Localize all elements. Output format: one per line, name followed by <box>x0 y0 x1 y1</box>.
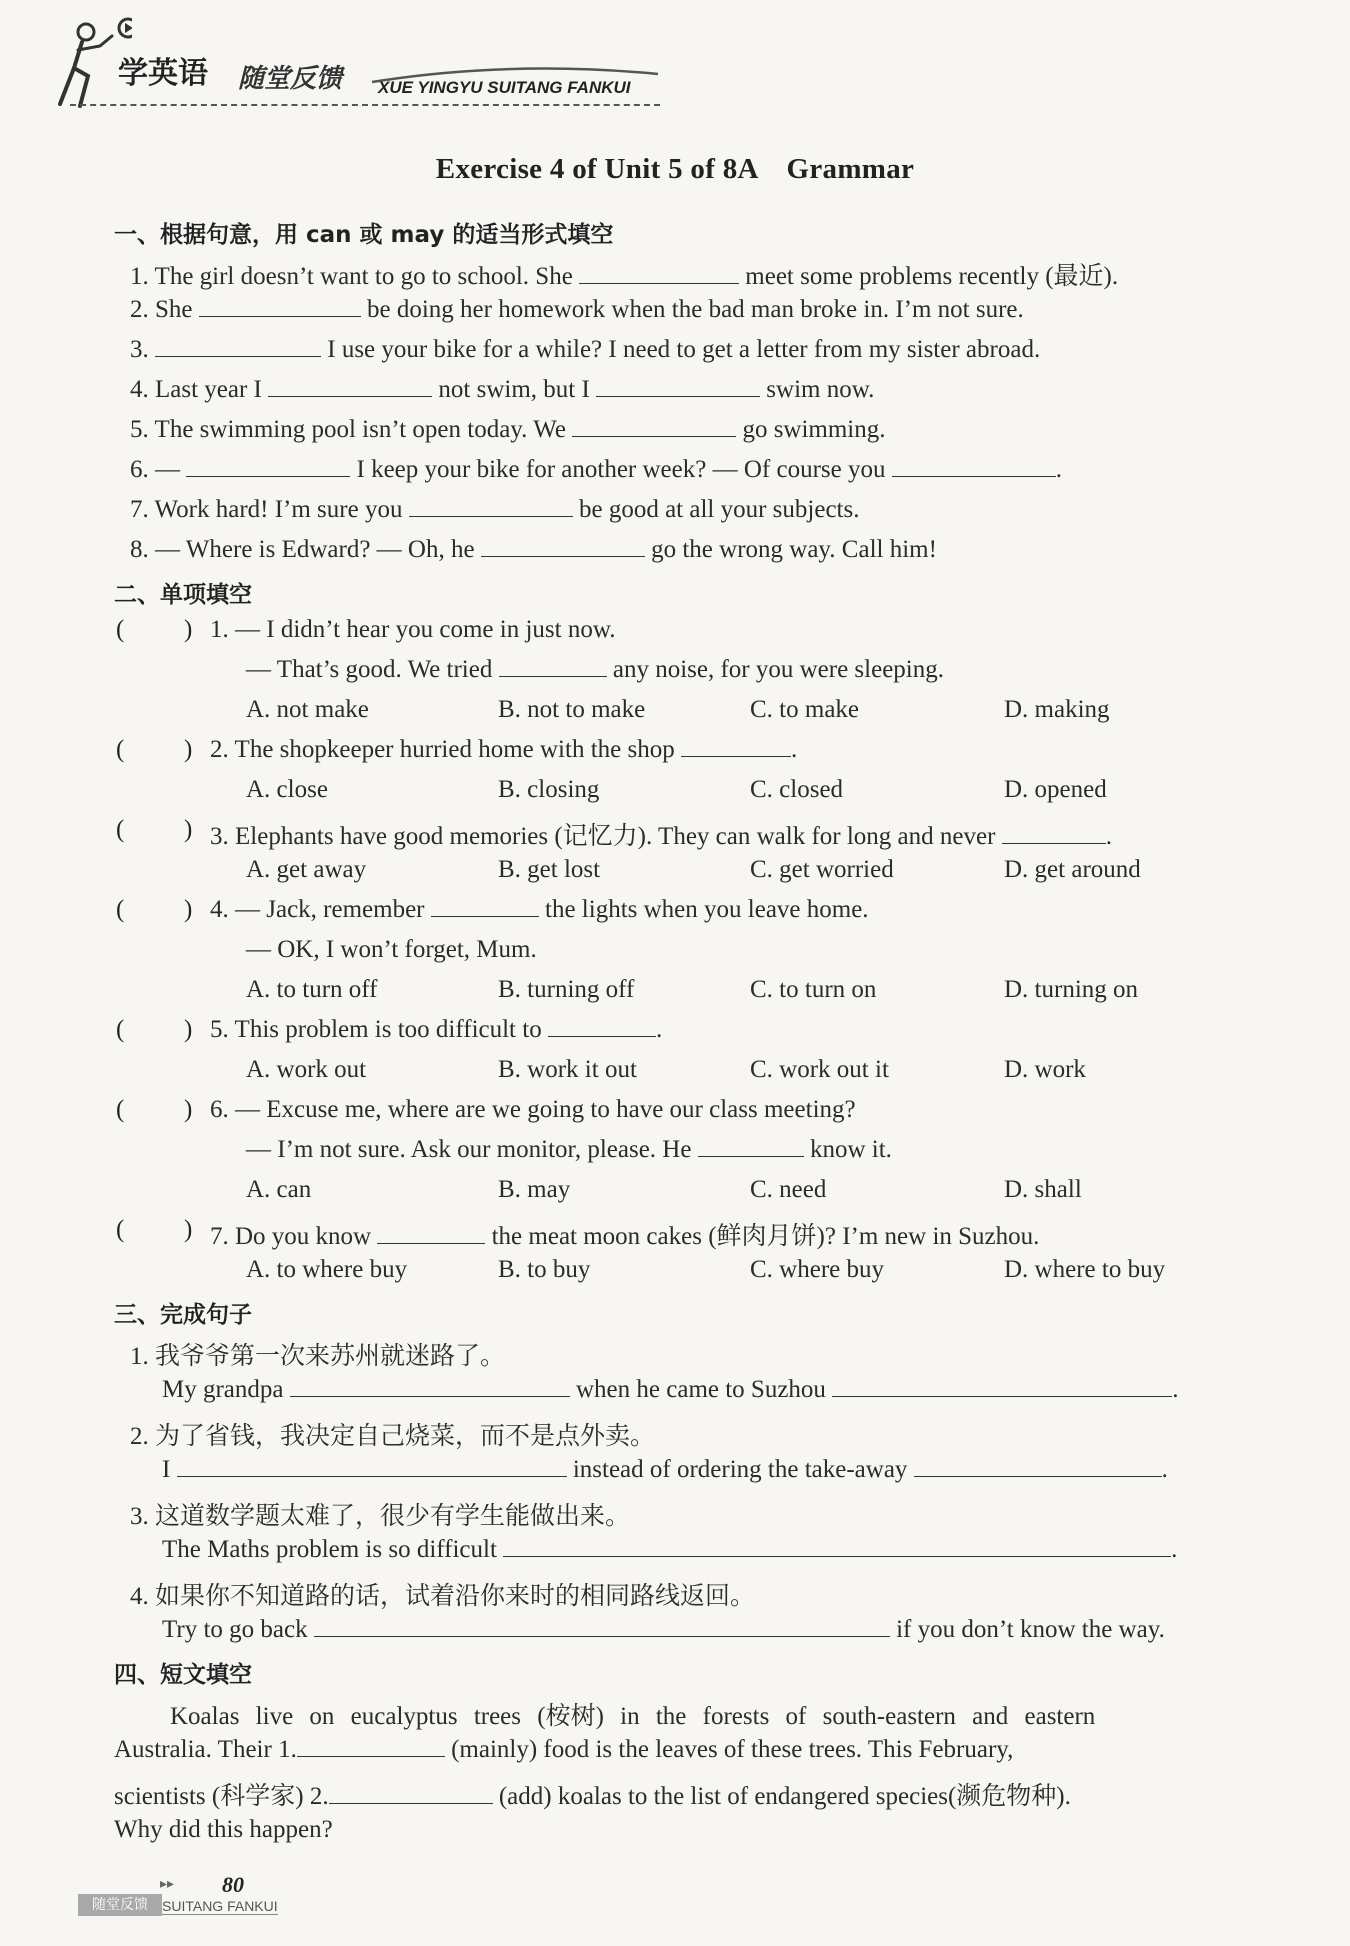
answer-paren-open: ( <box>116 1216 125 1243</box>
mc-q7-option-d[interactable]: D. where to buy <box>1004 1256 1166 1283</box>
mc-q5-stem: 5. This problem is too difficult to . <box>210 1016 663 1043</box>
mc-q4-option-b[interactable]: B. turning off <box>498 976 635 1003</box>
answer-blank[interactable] <box>832 1376 1172 1397</box>
answer-blank[interactable] <box>409 496 573 517</box>
s1-item-7: 7. Work hard! I’m sure you be good at all your subjects. <box>130 496 860 523</box>
header-logo-en: XUE YINGYU SUITANG FANKUI <box>378 78 631 97</box>
answer-paren-open: ( <box>116 896 125 923</box>
mc-q4-line2: — OK, I won’t forget, Mum. <box>246 936 537 963</box>
header-logo-sub: 随堂反馈 <box>238 64 343 94</box>
mc-q1-line2: — That’s good. We tried any noise, for you were sleeping. <box>246 656 944 683</box>
mc-q6-stem: 6. — Excuse me, where are we going to have our class meeting? <box>210 1096 856 1123</box>
answer-paren-open: ( <box>116 1016 125 1043</box>
answer-blank[interactable] <box>268 376 432 397</box>
answer-blank[interactable] <box>503 1536 1171 1557</box>
answer-blank[interactable] <box>155 336 321 357</box>
blank-number-2: 2. <box>309 1783 329 1810</box>
answer-blank[interactable] <box>314 1616 890 1637</box>
section1-heading: 一、根据句意，用 can 或 may 的适当形式填空 <box>114 222 614 248</box>
s1-item-8: 8. — Where is Edward? — Oh, he go the wrong way. Call him! <box>130 536 937 563</box>
s3-item-3-cn: 3. 这道数学题太难了，很少有学生能做出来。 <box>130 1503 631 1530</box>
mc-q1-stem: 1. — I didn’t hear you come in just now. <box>210 616 616 643</box>
answer-blank[interactable] <box>698 1136 804 1157</box>
s1-item-6: 6. — I keep your bike for another week? — Of course you . <box>130 456 1062 483</box>
mc-q7-option-b[interactable]: B. to buy <box>498 1256 591 1283</box>
footer-tag-en: SUITANG FANKUI <box>162 1898 278 1914</box>
mc-q2-option-a[interactable]: A. close <box>246 776 328 803</box>
answer-blank[interactable] <box>596 376 760 397</box>
answer-blank[interactable] <box>377 1223 485 1244</box>
answer-blank[interactable] <box>1002 823 1106 844</box>
s3-item-4-cn: 4. 如果你不知道路的话，试着沿你来时的相同路线返回。 <box>130 1583 756 1610</box>
answer-blank[interactable] <box>572 416 736 437</box>
mc-q6-option-a[interactable]: A. can <box>246 1176 312 1203</box>
mc-q3-option-d[interactable]: D. get around <box>1004 856 1141 883</box>
answer-paren-close: ) <box>184 896 193 923</box>
answer-blank[interactable] <box>481 536 645 557</box>
s1-item-4: 4. Last year I not swim, but I swim now. <box>130 376 875 403</box>
mc-q1-option-d[interactable]: D. making <box>1004 696 1110 723</box>
answer-paren-open: ( <box>116 616 125 643</box>
blank-number-1: 1. <box>278 1736 297 1763</box>
mc-q2-stem: 2. The shopkeeper hurried home with the shop . <box>210 736 798 763</box>
mc-q7-option-a[interactable]: A. to where buy <box>246 1256 408 1283</box>
answer-blank[interactable] <box>199 296 361 317</box>
answer-blank[interactable] <box>297 1736 445 1757</box>
mc-q2-option-b[interactable]: B. closing <box>498 776 600 803</box>
answer-blank[interactable] <box>914 1456 1162 1477</box>
mc-q5-option-b[interactable]: B. work it out <box>498 1056 637 1083</box>
s3-item-1-cn: 1. 我爷爷第一次来苏州就迷路了。 <box>130 1343 506 1370</box>
mc-q5-option-a[interactable]: A. work out <box>246 1056 367 1083</box>
answer-paren-close: ) <box>184 1016 193 1043</box>
mc-q2-option-d[interactable]: D. opened <box>1004 776 1107 803</box>
mc-q6-option-b[interactable]: B. may <box>498 1176 571 1203</box>
mc-q3-option-c[interactable]: C. get worried <box>750 856 894 883</box>
s3-item-3: The Maths problem is so difficult . <box>162 1536 1178 1563</box>
answer-paren-open: ( <box>116 736 125 763</box>
answer-paren-close: ) <box>184 736 193 763</box>
header-divider <box>70 104 660 106</box>
mc-q6-option-c[interactable]: C. need <box>750 1176 827 1203</box>
s1-item-5: 5. The swimming pool isn’t open today. We go swimming. <box>130 416 886 443</box>
s1-item-1: 1. The girl doesn’t want to go to school. She meet some problems recently (最近). <box>130 263 1119 290</box>
mc-q1-option-c[interactable]: C. to make <box>750 696 860 723</box>
s1-item-2: 2. She be doing her homework when the bad man broke in. I’m not sure. <box>130 296 1024 323</box>
s3-item-1: My grandpa when he came to Suzhou . <box>162 1376 1179 1403</box>
answer-paren-open: ( <box>116 816 125 843</box>
s3-item-2: I instead of ordering the take-away . <box>162 1456 1168 1483</box>
mc-q7-option-c[interactable]: C. where buy <box>750 1256 884 1283</box>
answer-blank[interactable] <box>548 1016 656 1037</box>
mc-q6-line2: — I’m not sure. Ask our monitor, please. He know it. <box>246 1136 892 1163</box>
footer-arrows-icon: ▸▸ <box>160 1876 175 1892</box>
answer-blank[interactable] <box>177 1456 567 1477</box>
passage-line-3: scientists (科学家) 2. (add) koalas to the list of endangered species(濒危物种). <box>114 1783 1071 1810</box>
answer-paren-close: ) <box>184 1216 193 1243</box>
answer-paren-close: ) <box>184 816 193 843</box>
passage-line-2: Australia. Their 1. (mainly) food is the leaves of these trees. This February, <box>114 1736 1014 1763</box>
mc-q6-option-d[interactable]: D. shall <box>1004 1176 1082 1203</box>
answer-blank[interactable] <box>892 456 1056 477</box>
mc-q1-option-b[interactable]: B. not to make <box>498 696 646 723</box>
mc-q5-option-d[interactable]: D. work <box>1004 1056 1086 1083</box>
mc-q2-option-c[interactable]: C. closed <box>750 776 844 803</box>
answer-paren-open: ( <box>116 1096 125 1123</box>
mc-q3-stem: 3. Elephants have good memories (记忆力). They can walk for long and never . <box>210 823 1112 850</box>
answer-blank[interactable] <box>186 456 350 477</box>
mc-q1-option-a[interactable]: A. not make <box>246 696 369 723</box>
passage-line-4: Why did this happen? <box>114 1816 333 1843</box>
page-number: 80 <box>222 1872 244 1897</box>
mc-q4-option-a[interactable]: A. to turn off <box>246 976 378 1003</box>
mc-q4-stem: 4. — Jack, remember the lights when you leave home. <box>210 896 869 923</box>
answer-blank[interactable] <box>290 1376 570 1397</box>
page-title: Exercise 4 of Unit 5 of 8A Grammar <box>435 153 915 185</box>
s3-item-4: Try to go back if you don’t know the way. <box>162 1616 1165 1643</box>
mc-q3-option-a[interactable]: A. get away <box>246 856 367 883</box>
answer-blank[interactable] <box>579 263 739 284</box>
section2-heading: 二、单项填空 <box>114 582 252 608</box>
answer-paren-close: ) <box>184 1096 193 1123</box>
s1-item-3: 3. I use your bike for a while? I need to get a letter from my sister abroad. <box>130 336 1041 363</box>
mc-q7-stem: 7. Do you know the meat moon cakes (鲜肉月饼)? I’m new in Suzhou. <box>210 1223 1040 1250</box>
mc-q5-option-c[interactable]: C. work out it <box>750 1056 889 1083</box>
s3-item-2-cn: 2. 为了省钱，我决定自己烧菜，而不是点外卖。 <box>130 1423 656 1450</box>
answer-blank[interactable] <box>431 896 539 917</box>
mc-q3-option-b[interactable]: B. get lost <box>498 856 601 883</box>
passage-line-1: Koalas live on eucalyptus trees (桉树) in the forests of south-eastern and eastern <box>170 1703 1096 1730</box>
section3-heading: 三、完成句子 <box>114 1302 252 1328</box>
header-logo-text: 学英语 <box>118 56 208 91</box>
answer-blank[interactable] <box>499 656 607 677</box>
footer-tag: 随堂反馈 <box>78 1894 162 1916</box>
answer-blank[interactable] <box>681 736 791 757</box>
mc-q4-option-c[interactable]: C. to turn on <box>750 976 877 1003</box>
mc-q4-option-d[interactable]: D. turning on <box>1004 976 1139 1003</box>
answer-blank[interactable] <box>329 1783 493 1804</box>
section4-heading: 四、短文填空 <box>114 1662 252 1688</box>
answer-paren-close: ) <box>184 616 193 643</box>
